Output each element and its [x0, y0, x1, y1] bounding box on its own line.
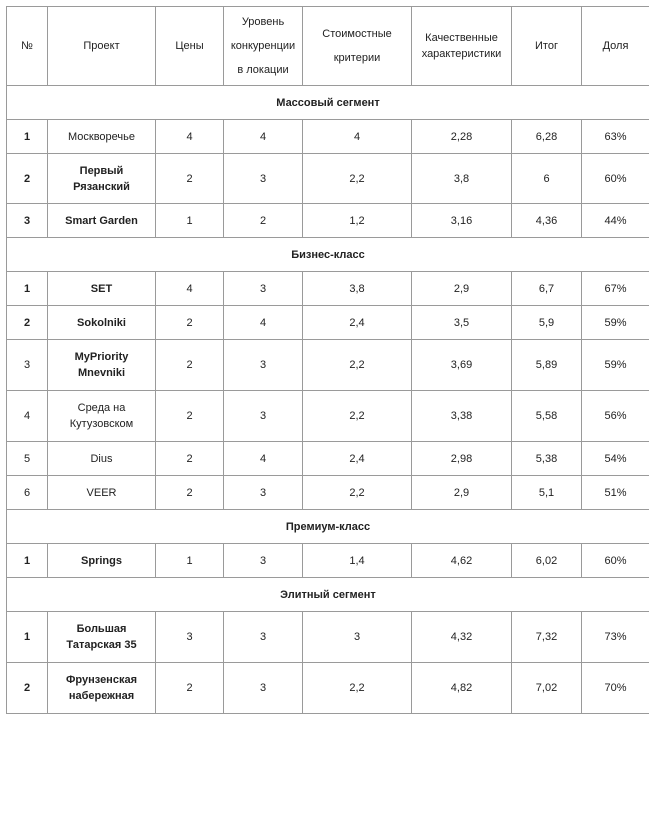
cell-share: 44% [582, 204, 649, 238]
table-row [7, 306, 649, 340]
header-project: Проект [48, 7, 156, 86]
cell-share: 56% [582, 391, 649, 442]
cell-total: 5,38 [512, 442, 582, 476]
cell-share: 70% [582, 663, 649, 714]
cell-num: 1 [7, 612, 48, 663]
table-row [7, 154, 649, 204]
cell-share: 51% [582, 476, 649, 510]
segment-title: Премиум-класс [7, 510, 649, 544]
cell-num: 1 [7, 120, 48, 154]
cell-competition: 3 [224, 612, 303, 663]
cell-quality: 2,9 [412, 272, 512, 306]
cell-num: 3 [7, 204, 48, 238]
cell-project: Большая Татарская 35 [48, 612, 156, 663]
table-row [7, 272, 649, 306]
cell-prices: 3 [156, 612, 224, 663]
cell-quality: 4,62 [412, 544, 512, 578]
cell-num: 1 [7, 544, 48, 578]
cell-total: 6 [512, 154, 582, 204]
cell-quality: 4,82 [412, 663, 512, 714]
cell-num: 2 [7, 306, 48, 340]
cell-prices: 1 [156, 544, 224, 578]
cell-project: Фрунзенская набережная [48, 663, 156, 714]
cell-project: SET [48, 272, 156, 306]
cell-cost: 1,2 [303, 204, 412, 238]
cell-cost: 2,2 [303, 391, 412, 442]
cell-share: 60% [582, 544, 649, 578]
cell-project: Sokolniki [48, 306, 156, 340]
table-row [7, 612, 649, 663]
cell-prices: 2 [156, 340, 224, 391]
cell-total: 6,02 [512, 544, 582, 578]
cell-total: 5,89 [512, 340, 582, 391]
cell-quality: 3,8 [412, 154, 512, 204]
cell-share: 59% [582, 340, 649, 391]
cell-num: 2 [7, 663, 48, 714]
cell-competition: 3 [224, 154, 303, 204]
cell-num: 6 [7, 476, 48, 510]
cell-cost: 2,2 [303, 154, 412, 204]
header-prices: Цены [156, 7, 224, 86]
cell-competition: 3 [224, 340, 303, 391]
cell-share: 59% [582, 306, 649, 340]
cell-cost: 4 [303, 120, 412, 154]
cell-total: 7,02 [512, 663, 582, 714]
cell-share: 73% [582, 612, 649, 663]
header-row [7, 7, 649, 86]
cell-project: Среда на Кутузовском [48, 391, 156, 442]
comparison-table [6, 6, 649, 714]
cell-total: 5,9 [512, 306, 582, 340]
cell-prices: 2 [156, 663, 224, 714]
table-row [7, 442, 649, 476]
cell-total: 6,7 [512, 272, 582, 306]
cell-quality: 2,98 [412, 442, 512, 476]
cell-project: Dius [48, 442, 156, 476]
cell-prices: 4 [156, 120, 224, 154]
cell-competition: 3 [224, 391, 303, 442]
cell-quality: 3,16 [412, 204, 512, 238]
cell-cost: 2,2 [303, 340, 412, 391]
cell-total: 6,28 [512, 120, 582, 154]
cell-prices: 2 [156, 476, 224, 510]
header-competition: Уровень конкуренции в локации [224, 7, 303, 86]
cell-project: Smart Garden [48, 204, 156, 238]
segment-row [7, 86, 649, 120]
cell-prices: 2 [156, 442, 224, 476]
cell-cost: 1,4 [303, 544, 412, 578]
cell-cost: 3 [303, 612, 412, 663]
cell-quality: 2,28 [412, 120, 512, 154]
cell-quality: 4,32 [412, 612, 512, 663]
segment-row [7, 578, 649, 612]
cell-competition: 3 [224, 663, 303, 714]
cell-cost: 2,4 [303, 442, 412, 476]
table-row [7, 391, 649, 442]
table-row [7, 544, 649, 578]
cell-quality: 2,9 [412, 476, 512, 510]
table-row [7, 120, 649, 154]
cell-competition: 4 [224, 120, 303, 154]
cell-num: 1 [7, 272, 48, 306]
table-row [7, 663, 649, 714]
cell-prices: 2 [156, 154, 224, 204]
table-row [7, 204, 649, 238]
cell-num: 3 [7, 340, 48, 391]
segment-title: Бизнес-класс [7, 238, 649, 272]
cell-quality: 3,5 [412, 306, 512, 340]
cell-total: 7,32 [512, 612, 582, 663]
cell-prices: 2 [156, 306, 224, 340]
segment-row [7, 238, 649, 272]
cell-quality: 3,69 [412, 340, 512, 391]
cell-num: 4 [7, 391, 48, 442]
header-total: Итог [512, 7, 582, 86]
cell-competition: 4 [224, 306, 303, 340]
header-num: № [7, 7, 48, 86]
cell-prices: 1 [156, 204, 224, 238]
cell-competition: 3 [224, 272, 303, 306]
cell-total: 4,36 [512, 204, 582, 238]
cell-project: Springs [48, 544, 156, 578]
cell-total: 5,1 [512, 476, 582, 510]
cell-project: VEER [48, 476, 156, 510]
cell-cost: 3,8 [303, 272, 412, 306]
cell-project: Москворечье [48, 120, 156, 154]
cell-share: 60% [582, 154, 649, 204]
table-row [7, 476, 649, 510]
header-quality: Качественные характеристики [412, 7, 512, 86]
cell-competition: 3 [224, 544, 303, 578]
cell-competition: 2 [224, 204, 303, 238]
cell-cost: 2,4 [303, 306, 412, 340]
segment-title: Элитный сегмент [7, 578, 649, 612]
cell-prices: 4 [156, 272, 224, 306]
cell-quality: 3,38 [412, 391, 512, 442]
segment-title: Массовый сегмент [7, 86, 649, 120]
segment-row [7, 510, 649, 544]
cell-prices: 2 [156, 391, 224, 442]
header-share: Доля [582, 7, 649, 86]
cell-share: 67% [582, 272, 649, 306]
cell-competition: 3 [224, 476, 303, 510]
cell-project: Первый Рязанский [48, 154, 156, 204]
cell-num: 2 [7, 154, 48, 204]
cell-total: 5,58 [512, 391, 582, 442]
cell-share: 54% [582, 442, 649, 476]
header-cost: Стоимостные критерии [303, 7, 412, 86]
cell-num: 5 [7, 442, 48, 476]
cell-cost: 2,2 [303, 663, 412, 714]
table-row [7, 340, 649, 391]
cell-project: MyPriority Mnevniki [48, 340, 156, 391]
cell-competition: 4 [224, 442, 303, 476]
cell-cost: 2,2 [303, 476, 412, 510]
cell-share: 63% [582, 120, 649, 154]
